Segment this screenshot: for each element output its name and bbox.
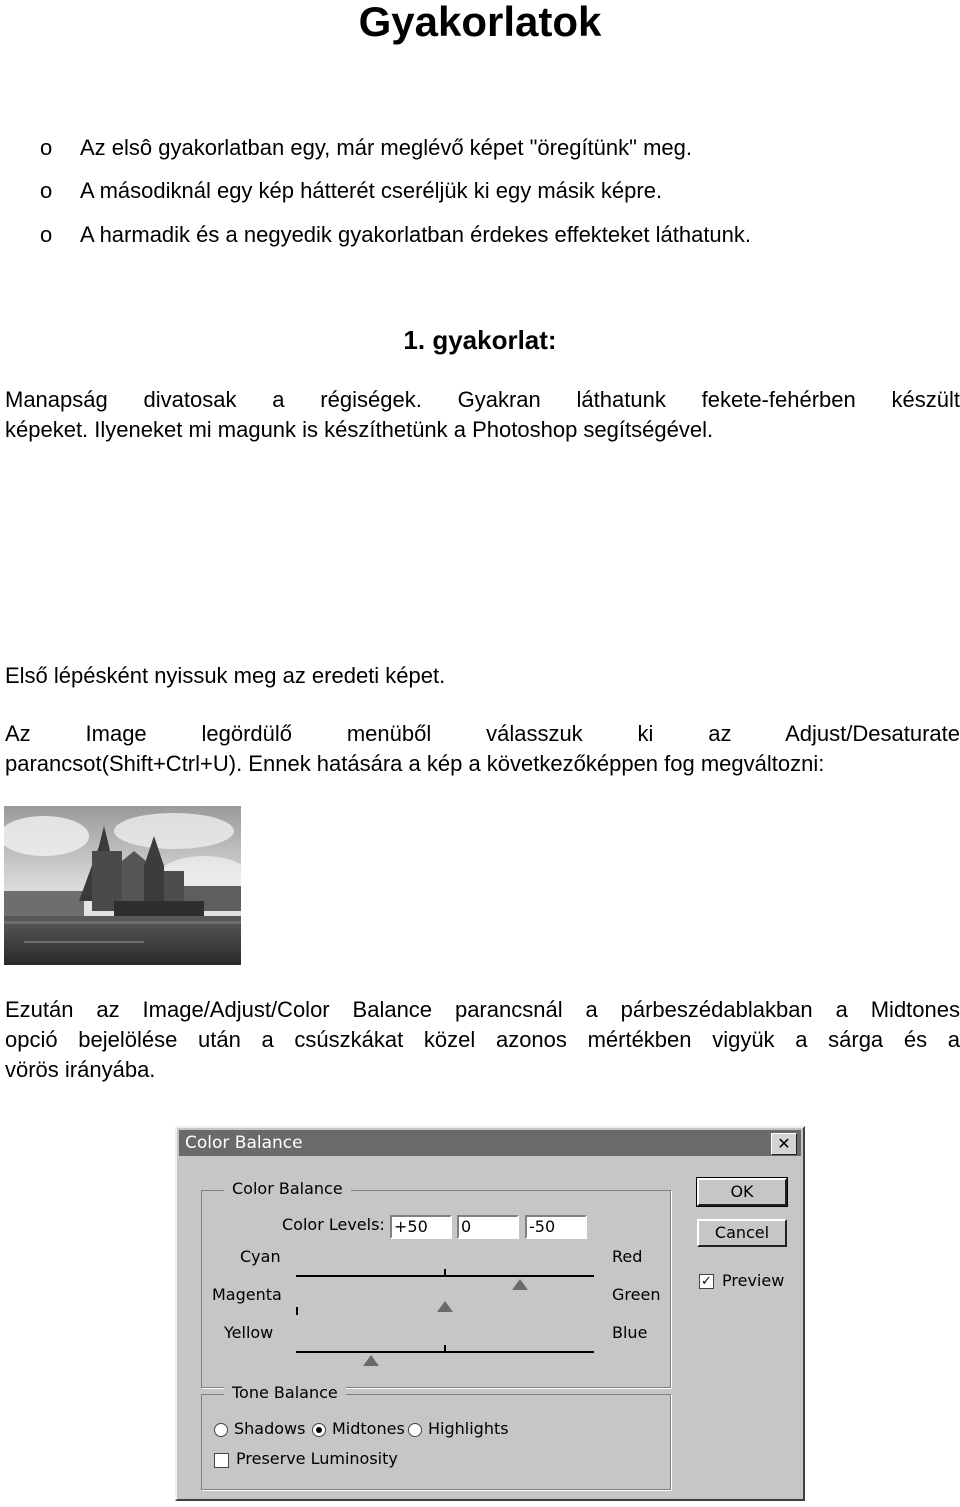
- cyan-red-slider-thumb[interactable]: [512, 1279, 528, 1290]
- desaturated-photo: [4, 806, 241, 965]
- slider-center-tick: [444, 1269, 446, 1277]
- slider-right-label: Red: [612, 1247, 643, 1266]
- radio-label: Shadows: [234, 1419, 306, 1438]
- ok-button[interactable]: OK: [697, 1178, 787, 1206]
- slider-end-tick: [296, 1307, 298, 1315]
- paragraph-line: Ezután az Image/Adjust/Color Balance parancsnál a párbeszédablakban a Midtones: [5, 997, 960, 1022]
- paragraph-line: vörös irányába.: [5, 1057, 156, 1082]
- bullet-text: A másodiknál egy kép hátterét cseréljük ki egy másik képre.: [80, 178, 663, 203]
- cyan-red-level-field[interactable]: +50: [390, 1215, 452, 1239]
- group-legend: Color Balance: [224, 1179, 351, 1198]
- close-icon[interactable]: ✕: [771, 1133, 797, 1155]
- slider-left-label: Cyan: [240, 1247, 281, 1266]
- step3-paragraph: [5, 995, 960, 1085]
- bullet-mark: o: [40, 178, 53, 203]
- radio-label: Highlights: [428, 1419, 509, 1438]
- paragraph-line: Az Image legördülő menüből válasszuk ki az Adjust/Desaturate: [5, 721, 960, 746]
- preview-checkbox[interactable]: ✓: [699, 1274, 714, 1289]
- preserve-luminosity-label: Preserve Luminosity: [236, 1449, 398, 1468]
- midtones-radio[interactable]: [312, 1423, 326, 1437]
- yellow-blue-level-field[interactable]: -50: [525, 1215, 587, 1239]
- color-balance-group: [201, 1179, 671, 1388]
- exercise-heading: 1. gyakorlat:: [403, 325, 557, 355]
- bullet-mark: o: [40, 222, 53, 247]
- step1-paragraph: [5, 661, 960, 691]
- magenta-green-slider-track[interactable]: [296, 1313, 594, 1315]
- cancel-button[interactable]: Cancel: [697, 1219, 787, 1247]
- paragraph-line: Első lépésként nyissuk meg az eredeti képet.: [5, 663, 446, 688]
- group-legend: Tone Balance: [224, 1383, 346, 1402]
- magenta-green-slider-thumb[interactable]: [437, 1301, 453, 1312]
- highlights-radio[interactable]: [408, 1423, 422, 1437]
- castle-photo-illustration: [4, 806, 241, 965]
- slider-right-label: Green: [612, 1285, 661, 1304]
- preview-label: Preview: [722, 1271, 785, 1290]
- bullet-mark: o: [40, 135, 53, 160]
- yellow-blue-slider-thumb[interactable]: [363, 1355, 379, 1366]
- bullet-text: Az elsô gyakorlatban egy, már meglévő képet "öregítünk" meg.: [80, 135, 692, 160]
- paragraph-line: Manapság divatosak a régiségek. Gyakran láthatunk fekete-fehérben készült: [5, 387, 960, 412]
- radio-label: Midtones: [332, 1419, 405, 1438]
- preserve-luminosity-checkbox[interactable]: [214, 1453, 229, 1468]
- dialog-title-bar: [179, 1130, 801, 1156]
- shadows-radio[interactable]: [214, 1423, 228, 1437]
- slider-right-label: Blue: [612, 1323, 648, 1342]
- dialog-title: Color Balance: [185, 1133, 303, 1153]
- slider-left-label: Magenta: [212, 1285, 282, 1304]
- paragraph-line: parancsot(Shift+Ctrl+U). Ennek hatására a kép a következőképpen fog megváltozni:: [5, 751, 825, 776]
- color-levels-label: Color Levels:: [282, 1215, 385, 1234]
- slider-left-label: Yellow: [224, 1323, 274, 1342]
- intro-paragraph: [5, 385, 960, 445]
- color-balance-dialog: [175, 1126, 805, 1501]
- slider-center-tick: [444, 1345, 446, 1353]
- page-title: Gyakorlatok: [358, 0, 602, 45]
- paragraph-line: képeket. Ilyeneket mi magunk is készíthetünk a Photoshop segítségével.: [5, 417, 714, 442]
- step2-paragraph: [5, 719, 960, 779]
- bullet-text: A harmadik és a negyedik gyakorlatban érdekes effekteket láthatunk.: [80, 222, 752, 247]
- paragraph-line: opció bejelölése után a csúszkákat közel azonos mértékben vigyük a sárga és a: [5, 1027, 960, 1052]
- magenta-green-level-field[interactable]: 0: [457, 1215, 519, 1239]
- tone-balance-group: [201, 1383, 671, 1490]
